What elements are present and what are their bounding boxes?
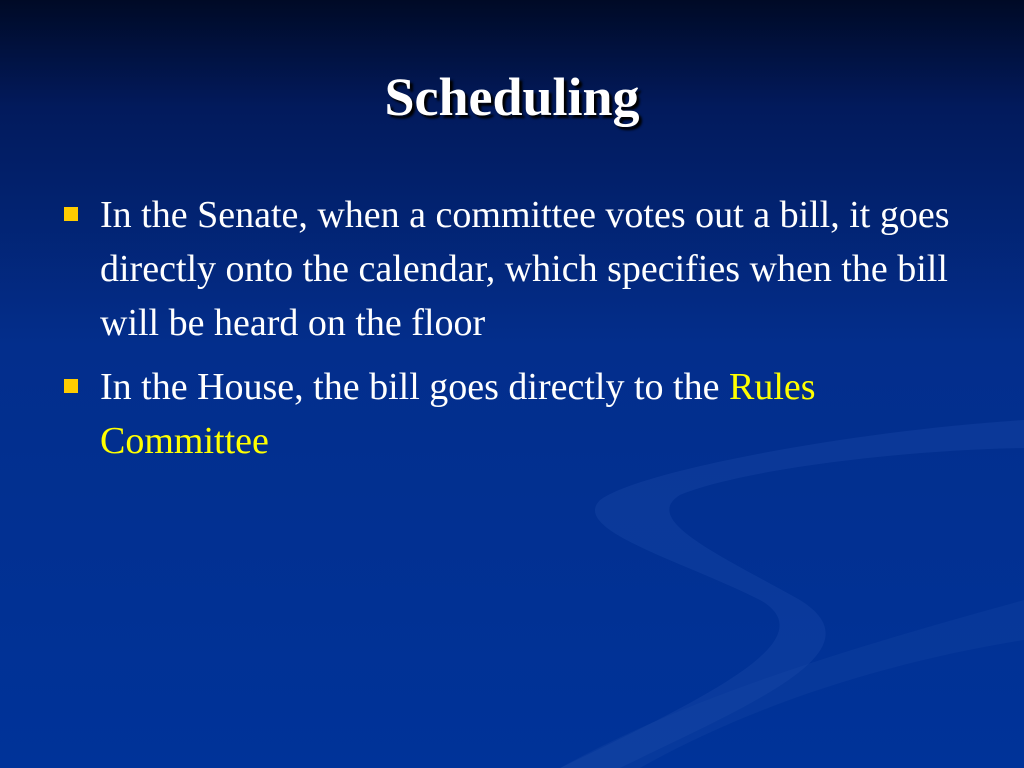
bullet-text-house: In the House, the bill goes directly to the <box>100 366 729 408</box>
bullet-item-senate <box>60 188 980 350</box>
square-bullet-icon <box>64 379 78 393</box>
bullet-text-senate: In the Senate, when a committee votes out a bill, it goes directly onto the calendar, which specifies when the bill will be heard on the floor <box>100 194 950 344</box>
bullet-list <box>60 188 980 478</box>
bullet-item-house <box>60 360 980 468</box>
square-bullet-icon <box>64 207 78 221</box>
bullet-highlight-rules-committee: Rules Committee <box>100 366 816 462</box>
slide-title: Scheduling <box>384 67 640 127</box>
